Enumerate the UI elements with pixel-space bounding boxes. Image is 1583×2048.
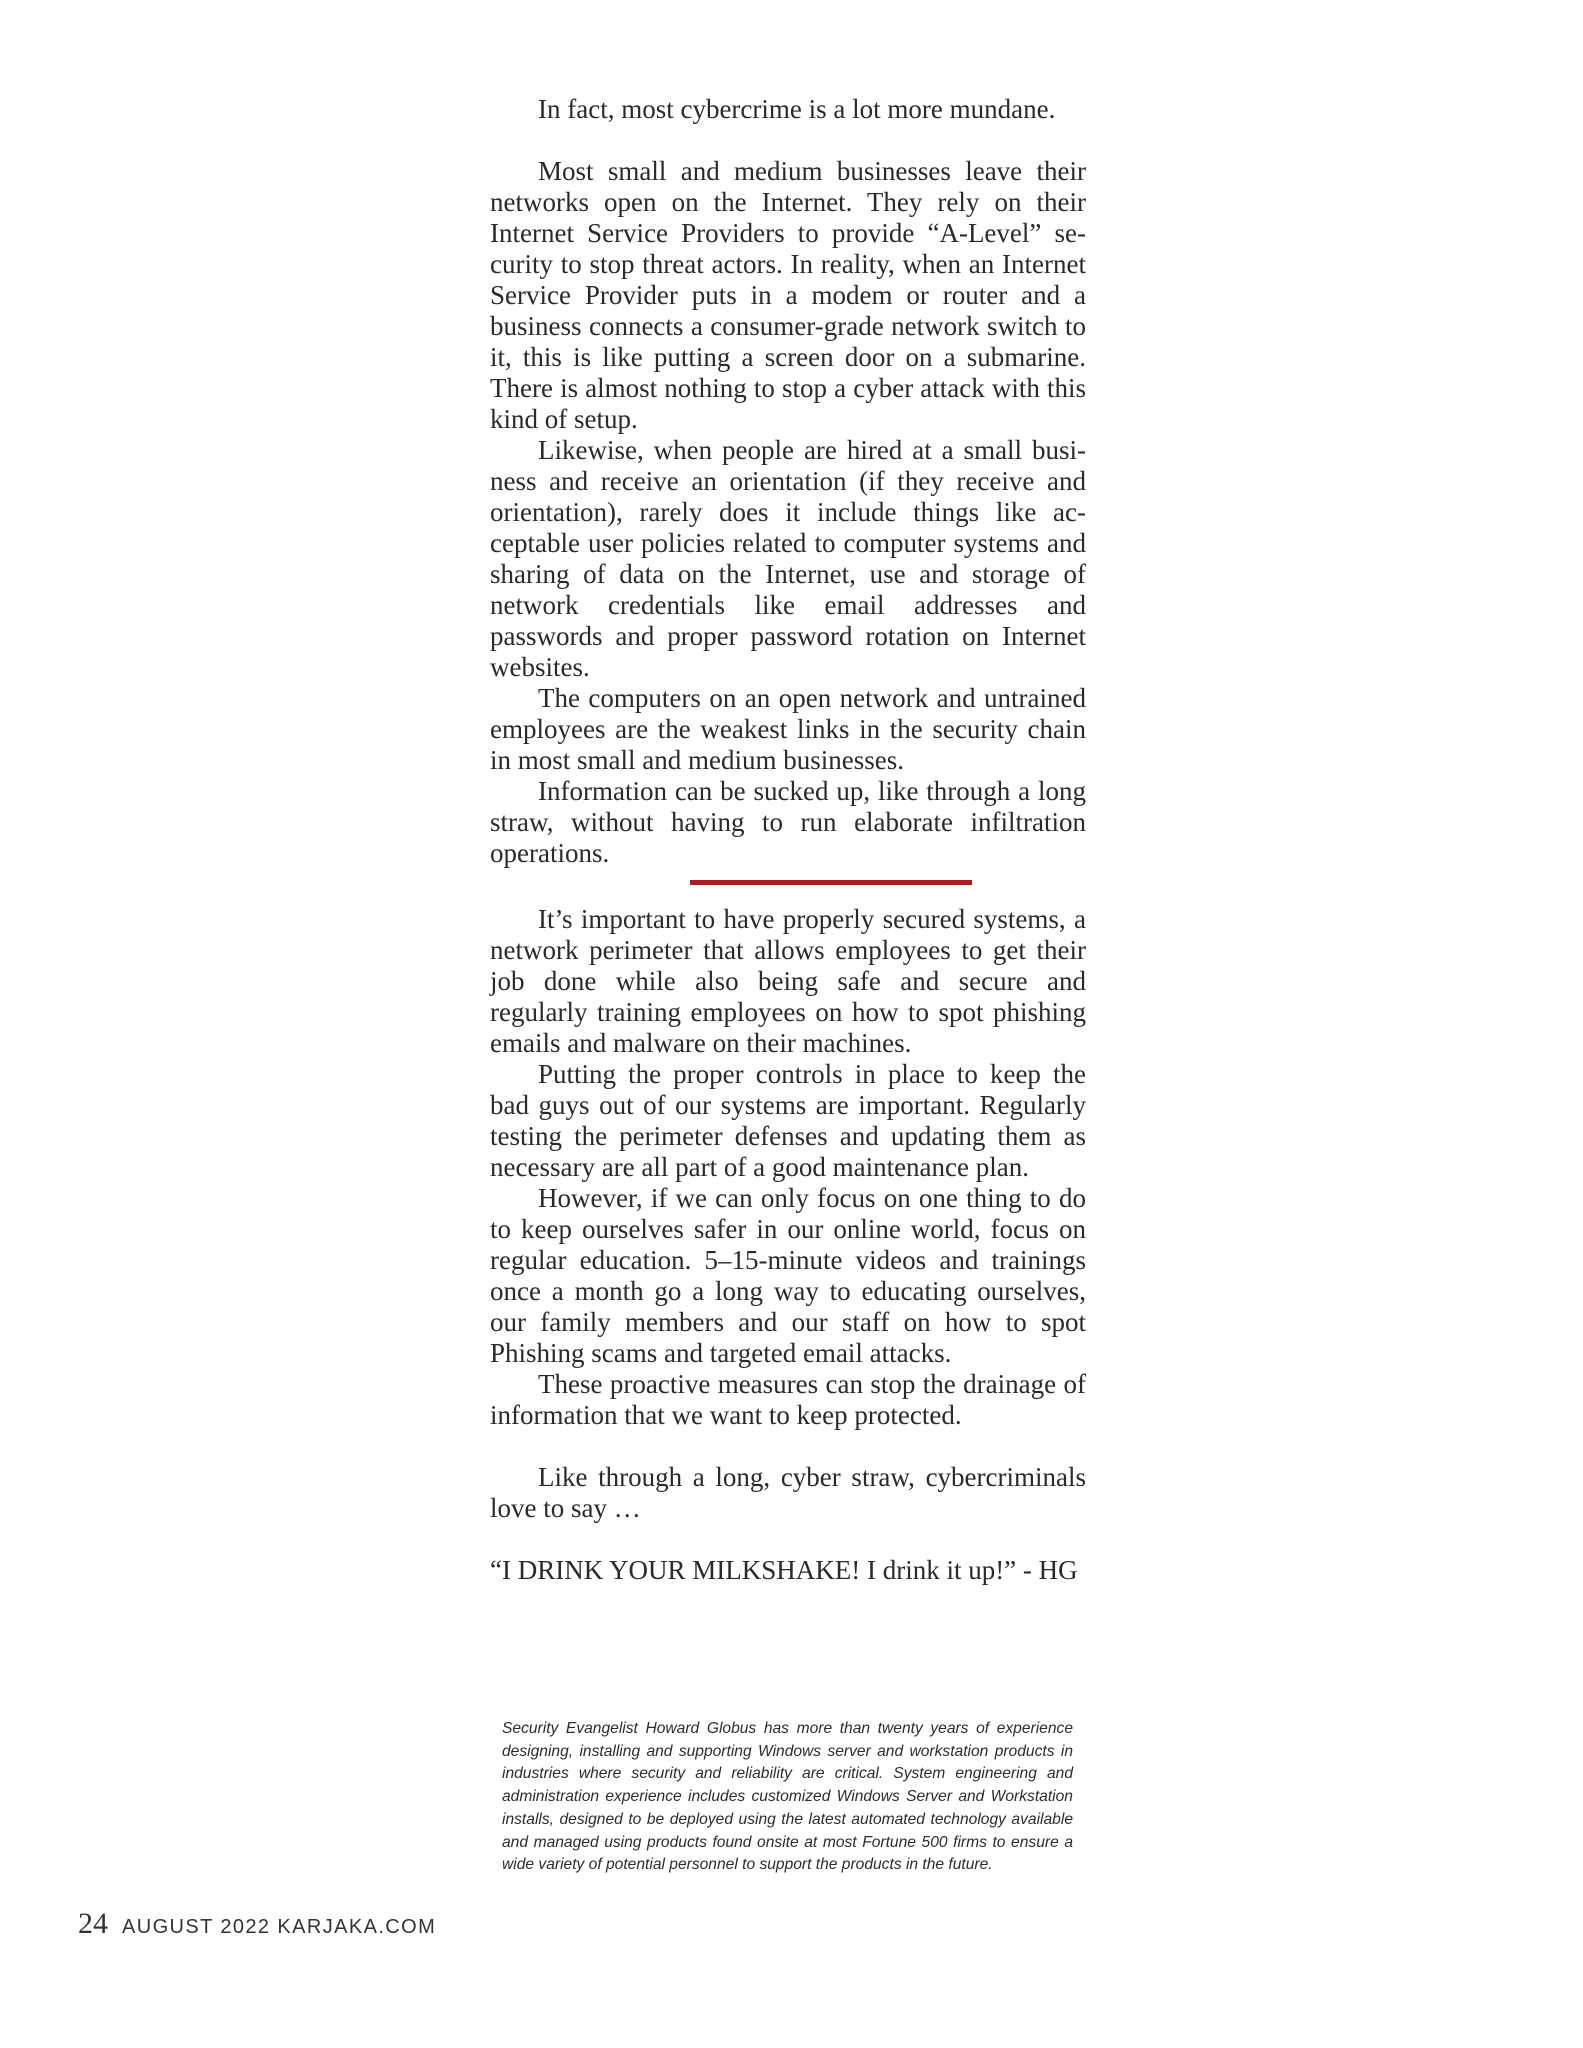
author-bio: Security Evangelist Howard Globus has more than twenty years of experience designing, installing and supporting Windows server and workstation products in industries where security and reliability are critical. System engineering and administration experience includes customized Windows Server and Workstation installs, designed to be deployed using the latest automated technology available and managed using products found onsite at most Fortune 500 firms to ensure a wide variety of potential personnel to support the products in the future. xyxy=(502,1720,1073,1874)
article-paragraph-5: It’s important to have properly secured systems, a network perimeter that allows employees to get their job done while also being safe and secure and regularly training employees on how to spot phishing emails and malware on their machines. xyxy=(490,904,1086,1058)
article-column-top xyxy=(490,94,1086,869)
page-number: 24 xyxy=(78,1907,108,1940)
article-paragraph-8: These proactive measures can stop the drainage of information that we want to keep protected. xyxy=(490,1369,1086,1430)
article-paragraph-4: Information can be sucked up, like through a long straw, without having to run elaborate infiltration operations. xyxy=(490,776,1086,868)
article-paragraph-6: Putting the proper controls in place to keep the bad guys out of our systems are important. Regularly testing the perimeter defenses and updating them as necessary are all part of a good maintenance plan. xyxy=(490,1059,1086,1182)
article-intro: In fact, most cybercrime is a lot more mundane. xyxy=(538,94,1056,124)
publication-info: AUGUST 2022 KARJAKA.COM xyxy=(122,1916,437,1938)
section-divider xyxy=(690,880,972,885)
closing-quote: “I DRINK YOUR MILKSHAKE! I drink it up!” - HG xyxy=(490,1555,1078,1585)
article-paragraph-3: The computers on an open network and untrained employees are the weakest links in the security chain in most small and medium businesses. xyxy=(490,683,1086,775)
article-paragraph-2: Likewise, when people are hired at a small business and receive an orientation (if they receive and orientation), rarely does it include things like acceptable user policies related to computer systems and sharing of data on the Internet, use and storage of network credentials like email addresses and passwords and proper password rotation on Internet websites. xyxy=(490,435,1086,682)
page-footer xyxy=(78,1907,436,1941)
article-paragraph-1: Most small and medium businesses leave their networks open on the Internet. They rely on their Internet Service Providers to provide “A-Level” security to stop threat actors. In reality, when an Internet Service Provider puts in a modem or router and a business connects a consumer-grade network switch to it, this is like putting a screen door on a submarine. There is almost nothing to stop a cyber attack with this kind of setup. xyxy=(490,156,1086,434)
article-paragraph-9: Like through a long, cyber straw, cybercriminals love to say … xyxy=(490,1462,1086,1523)
article-paragraph-7: However, if we can only focus on one thing to do to keep ourselves safer in our online world, focus on regular education. 5–15-minute videos and trainings once a month go a long way to educating ourselves, our family members and our staff on how to spot Phishing scams and targeted email attacks. xyxy=(490,1183,1086,1368)
article-column-bottom xyxy=(490,904,1086,1586)
